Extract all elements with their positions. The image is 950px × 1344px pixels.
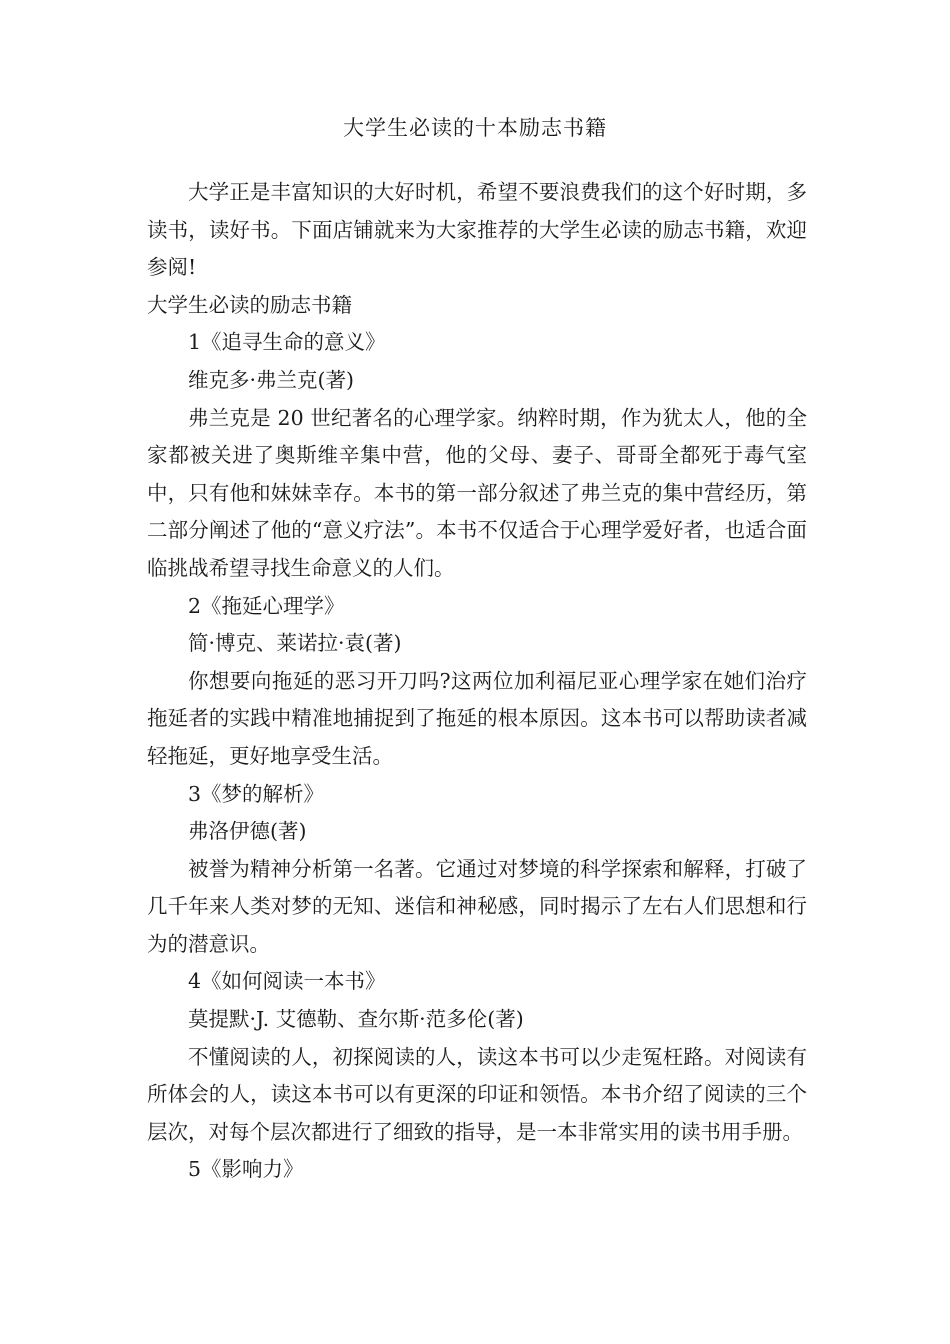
- book-author: 简·博克、莱诺拉·袁(著): [188, 631, 402, 656]
- book-description: 不懂阅读的人，初探阅读的人，读这本书可以少走冤枉路。对阅读有所体会的人，读这本书可以有更深的印证和领悟。本书介绍了阅读的三个层次，对每个层次都进行了细致的指导，是一本非常实用的读书用手册。: [147, 1044, 807, 1144]
- book-author: 莫提默·J. 艾德勒、查尔斯·范多伦(著): [188, 1007, 524, 1032]
- book-description: 弗兰克是 20 世纪著名的心理学家。纳粹时期，作为犹太人，他的全家都被关进了奥斯维辛集中营，他的父母、妻子、哥哥全都死于毒气室中，只有他和妹妹幸存。本书的第一部分叙述了弗兰克的集中营经历，第二部分阐述了他的“意义疗法”。本书不仅适合于心理学爱好者，也适合面临挑战希望寻找生命意义的人们。: [147, 405, 807, 580]
- book-author: 维克多·弗兰克(著): [188, 367, 355, 392]
- book-title: 2《拖延心理学》: [188, 593, 345, 618]
- book-title: 4《如何阅读一本书》: [188, 969, 386, 994]
- book-description: 被誉为精神分析第一名著。它通过对梦境的科学探索和解释，打破了几千年来人类对梦的无知、迷信和神秘感，同时揭示了左右人们思想和行为的潜意识。: [147, 856, 807, 956]
- book-title: 3《梦的解析》: [188, 781, 325, 806]
- section-heading: 大学生必读的励志书籍: [147, 292, 352, 317]
- document-body: [147, 174, 807, 1189]
- book-author: 弗洛伊德(著): [188, 819, 307, 844]
- document-title: 大学生必读的十本励志书籍: [343, 116, 607, 140]
- book-title: 1《追寻生命的意义》: [188, 330, 386, 355]
- intro-paragraph: 大学正是丰富知识的大好时机，希望不要浪费我们的这个好时期，多读书，读好书。下面店铺就来为大家推荐的大学生必读的励志书籍，欢迎参阅!: [147, 180, 807, 280]
- book-description: 你想要向拖延的恶习开刀吗?这两位加利福尼亚心理学家在她们治疗拖延者的实践中精准地捕捉到了拖延的根本原因。这本书可以帮助读者减轻拖延，更好地享受生活。: [147, 668, 807, 768]
- book-title: 5《影响力》: [188, 1157, 304, 1182]
